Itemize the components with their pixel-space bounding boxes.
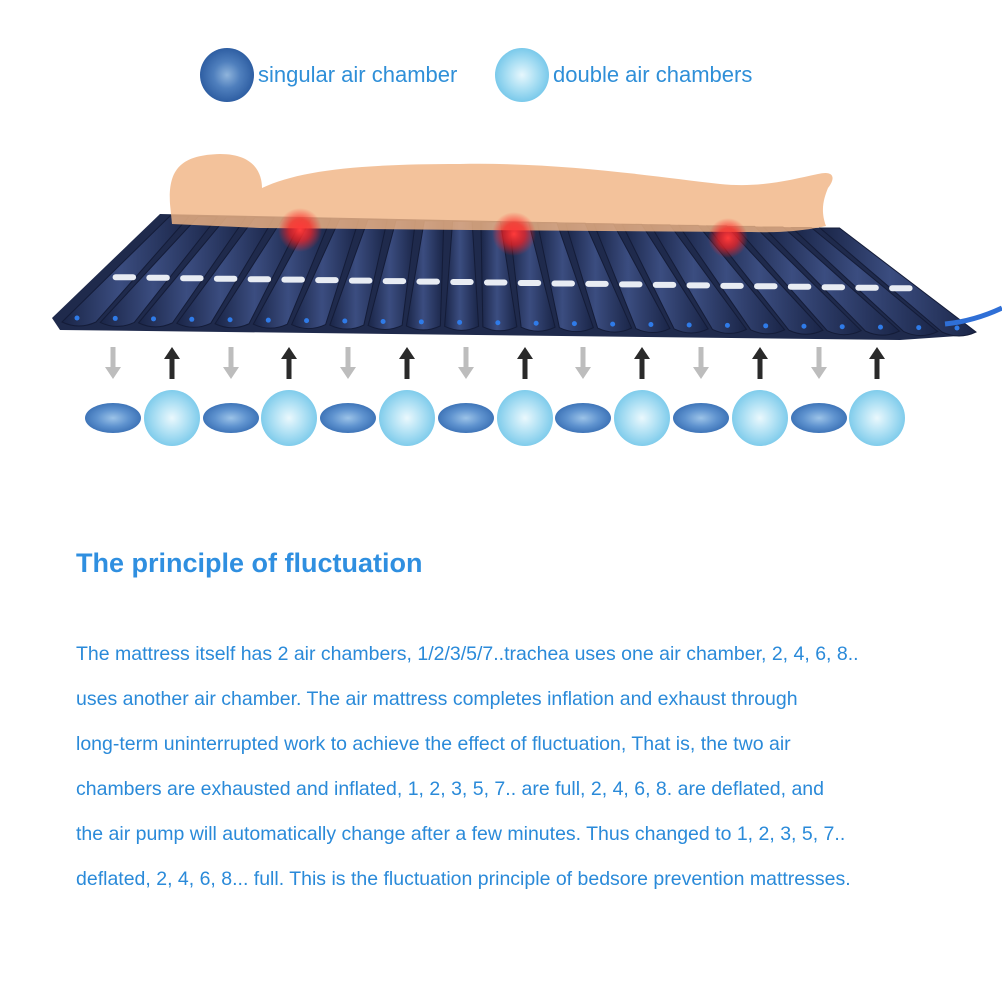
tube-valve-dot	[763, 323, 768, 328]
tube-valve-dot	[304, 318, 309, 323]
singular-chamber-deflated	[438, 403, 494, 433]
tube-band	[687, 282, 710, 288]
tube-valve-dot	[648, 322, 653, 327]
tube-band	[214, 276, 237, 282]
tube-valve-dot	[725, 323, 730, 328]
tube-band	[518, 280, 541, 286]
arrow-up-icon	[517, 347, 533, 384]
tube-valve-dot	[419, 319, 424, 324]
tube-band	[416, 279, 439, 285]
tube-valve-dot	[342, 319, 347, 324]
arrow-up-icon	[869, 347, 885, 384]
double-chamber-inflated	[144, 390, 200, 446]
arrow-down-icon	[811, 347, 827, 384]
arrow-up-icon	[281, 347, 297, 384]
tube-valve-dot	[381, 319, 386, 324]
paragraph-line: The mattress itself has 2 air chambers, 1/2/3/5/7..trachea uses one air chamber, 2, 4, 6, 8..	[76, 643, 859, 665]
tube-band	[822, 284, 845, 290]
tube-band	[113, 274, 136, 280]
tube-valve-dot	[878, 325, 883, 330]
paragraph-line: deflated, 2, 4, 6, 8... full. This is the fluctuation principle of bedsore prevention mattresses.	[76, 868, 851, 890]
paragraph-line: chambers are exhausted and inflated, 1, 2, 3, 5, 7.. are full, 2, 4, 6, 8. are deflated, and	[76, 778, 824, 800]
arrow-down-icon	[458, 347, 474, 384]
tube-valve-dot	[189, 317, 194, 322]
pressure-point-hip	[492, 212, 536, 256]
double-chamber-inflated	[261, 390, 317, 446]
tube-valve-dot	[840, 324, 845, 329]
arrow-down-icon	[223, 347, 239, 384]
tube-band	[754, 283, 777, 289]
tube-valve-dot	[266, 318, 271, 323]
tube-band	[585, 281, 608, 287]
air-mattress-illustration	[0, 140, 1002, 360]
tube-valve-dot	[151, 316, 156, 321]
singular-chamber-deflated	[85, 403, 141, 433]
double-chamber-inflated	[497, 390, 553, 446]
double-chamber-inflated	[614, 390, 670, 446]
paragraph-line: long-term uninterrupted work to achieve the effect of fluctuation, That is, the two air	[76, 733, 791, 755]
tube-valve-dot	[572, 321, 577, 326]
singular-chamber-deflated	[320, 403, 376, 433]
tube-valve-dot	[955, 326, 960, 331]
tube-valve-dot	[495, 320, 500, 325]
tube-valve-dot	[610, 322, 615, 327]
tube-band	[855, 285, 878, 291]
tube-valve-dot	[228, 317, 233, 322]
pressure-point-knee	[708, 218, 748, 258]
singular-chamber-deflated	[791, 403, 847, 433]
tube-valve-dot	[113, 316, 118, 321]
tube-band	[281, 277, 304, 283]
singular-chamber-deflated	[555, 403, 611, 433]
tube-band	[450, 279, 473, 285]
double-chamber-inflated	[379, 390, 435, 446]
section-heading: The principle of fluctuation	[76, 548, 423, 578]
tube-valve-dot	[75, 316, 80, 321]
tube-band	[788, 284, 811, 290]
tube-band	[551, 280, 574, 286]
arrow-down-icon	[340, 347, 356, 384]
tube-valve-dot	[687, 322, 692, 327]
tube-band	[484, 280, 507, 286]
tube-band	[720, 283, 743, 289]
paragraph-line: uses another air chamber. The air mattress completes inflation and exhaust through	[76, 688, 798, 710]
paragraph-line: the air pump will automatically change after a few minutes. Thus changed to 1, 2, 3, 5, 7..	[76, 823, 846, 845]
double-air-chamber-icon	[495, 48, 549, 102]
tube-band	[349, 278, 372, 284]
tube-band	[146, 275, 169, 281]
tube-band	[383, 278, 406, 284]
double-chamber-inflated	[732, 390, 788, 446]
arrow-down-icon	[693, 347, 709, 384]
arrow-down-icon	[105, 347, 121, 384]
tube-band	[619, 281, 642, 287]
tube-valve-dot	[457, 320, 462, 325]
tube-band	[889, 285, 912, 291]
arrow-up-icon	[164, 347, 180, 384]
pressure-point-shoulder	[278, 208, 322, 252]
tube-band	[315, 277, 338, 283]
tube-valve-dot	[916, 325, 921, 330]
singular-chamber-deflated	[673, 403, 729, 433]
singular-chamber-deflated	[203, 403, 259, 433]
tube-band	[180, 275, 203, 281]
tube-valve-dot	[801, 324, 806, 329]
double-chamber-inflated	[849, 390, 905, 446]
tube-band	[248, 276, 271, 282]
tube-valve-dot	[534, 321, 539, 326]
tube-band	[653, 282, 676, 288]
arrow-up-icon	[752, 347, 768, 384]
singular-air-chamber-icon	[200, 48, 254, 102]
double-chamber-label: double air chambers	[553, 62, 753, 87]
arrow-up-icon	[634, 347, 650, 384]
arrow-down-icon	[575, 347, 591, 384]
arrow-up-icon	[399, 347, 415, 384]
singular-chamber-label: singular air chamber	[258, 62, 458, 87]
